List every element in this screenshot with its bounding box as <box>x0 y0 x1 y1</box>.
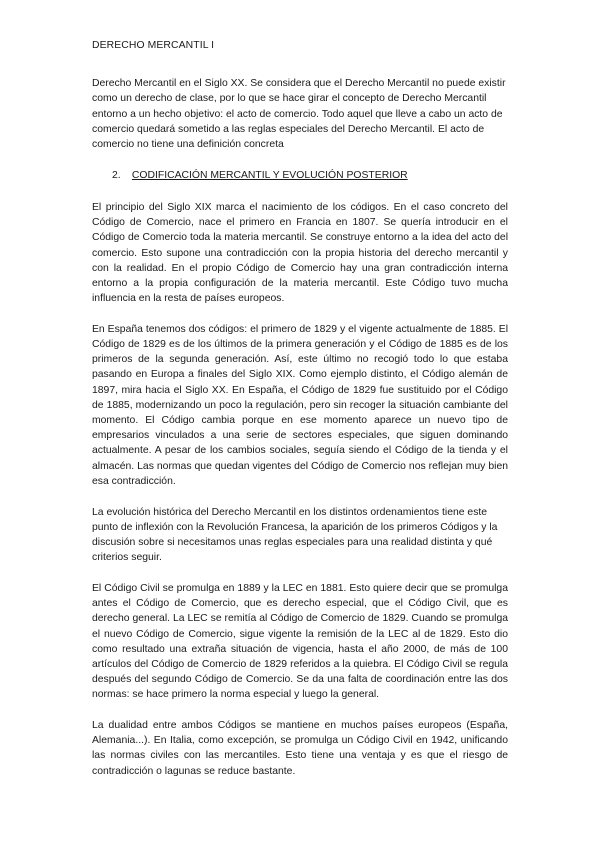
body-paragraph: El principio del Siglo XIX marca el nacimiento de los códigos. En el caso concreto del Código de Comercio, nace el primero en Francia en 1807. Se quería introducir en el Código de Comercio toda la materia mercantil. Se construye entorno a la idea del acto del comercio. Esto supone una contradicción con la propia historia del derecho mercantil y con la realidad. En el propio Código de Comercio hay una gran contradicción interna entorno a la propia configuración de la materia mercantil. Este Código tuvo mucha influencia en la resta de países europeos. <box>92 201 508 305</box>
section-title: CODIFICACIÓN MERCANTIL Y EVOLUCIÓN POSTERIOR <box>131 169 408 181</box>
body-paragraph: La evolución histórica del Derecho Mercantil en los distintos ordenamientos tiene este punto de inflexión con la Revolución Francesa, la aparición de los primeros Códigos y la discusión sobre si necesitamos unas reglas especiales para una realidad distinta y qué criterios seguir. <box>92 506 498 564</box>
body-paragraph: La dualidad entre ambos Códigos se mantiene en muchos países europeos (España, Alemania...). En Italia, como excepción, se promulga un Código Civil en 1942, unificando las normas civiles con las mercantiles. Esto tiene una ventaja y es que el riesgo de contradicción o lagunas se reduce bastante. <box>92 720 508 777</box>
document-title: DERECHO MERCANTIL I <box>92 40 215 51</box>
body-paragraph: En España tenemos dos códigos: el primero de 1829 y el vigente actualmente de 1885. El Código de 1829 es de los últimos de la primera generación y el Código de 1885 es de los primeros de la segunda generación. Así, este último no recogió todo lo que estaba pasando en Europa a finales del Siglo XIX. Como ejemplo distinto, el Código alemán de 1897, mira hacia el Siglo XX. En España, el Código de 1829 fue sustituido por el Código de 1885, modernizando un poco la regulación, pero sin recoger la situación cambiante del momento. El Código cambia porque en ese momento aparece un nuevo tipo de empresarios vinculados a una serie de sectores especiales, que siguen dominando actualmente. A pesar de los cambios sociales, seguía siendo el Código de la tienda y el almacén. Las normas que quedan vigentes del Código de Comercio nos reflejan muy bien esa contradicción. <box>92 323 508 487</box>
section-heading <box>92 168 508 183</box>
body-paragraph: El Código Civil se promulga en 1889 y la LEC en 1881. Esto quiere decir que se promulga antes el Código de Comercio, que es derecho especial, que el Código Civil, que es derecho general. La LEC se remitía al Código de Comercio de 1829. Cuando se promulga el nuevo Código de Comercio, sigue vigente la remisión de la LEC al de 1829. Esto dio como resultado una extraña situación de vigencia, hasta el año 2000, de más de 100 artículos del Código de Comercio de 1829 referidos a la quiebra. El Código Civil se regula después del segundo Código de Comercio. Se da una falta de coordinación entre las dos normas: se hace primero la norma especial y luego la general. <box>92 582 508 701</box>
section-number: 2. <box>112 169 121 181</box>
document-page <box>92 38 508 794</box>
intro-paragraph: Derecho Mercantil en el Siglo XX. Se considera que el Derecho Mercantil no puede existir como un derecho de clase, por lo que se hace girar el concepto de Derecho Mercantil entorno a un hecho objetivo: el acto de comercio. Todo aquel que lleve a cabo un acto de comercio quedará sometido a las reglas especiales del Derecho Mercantil. El acto de comercio no tiene una definición concreta <box>92 78 506 151</box>
